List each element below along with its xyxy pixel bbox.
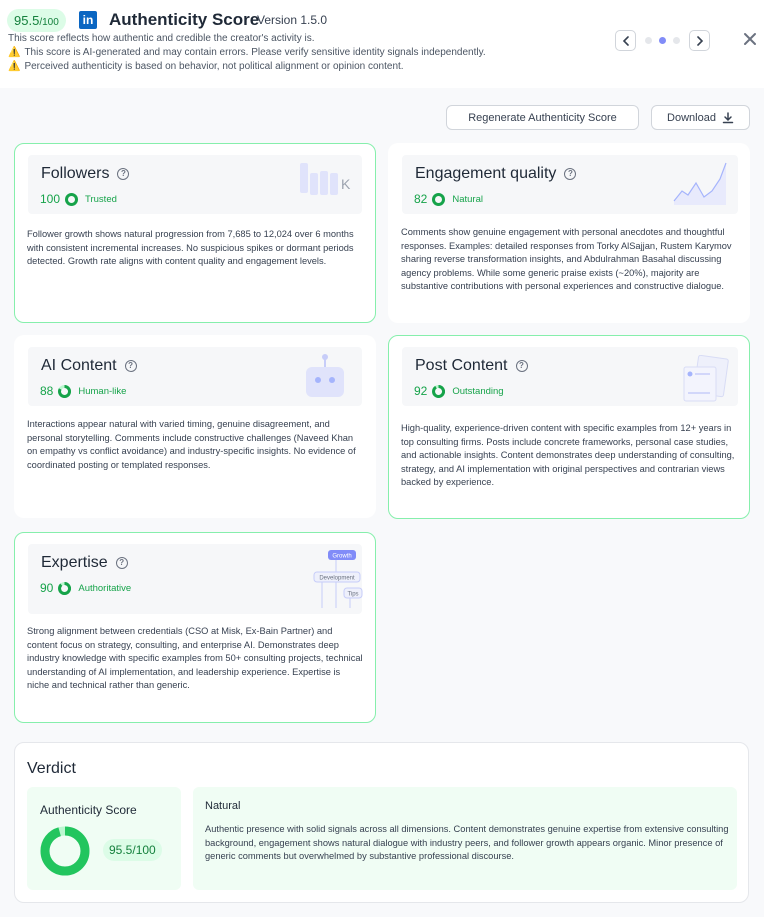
header: [0, 0, 764, 88]
page-title: Authenticity Score: [109, 10, 260, 29]
help-icon[interactable]: ?: [116, 557, 128, 569]
card-description: Strong alignment between credentials (CSO at Misk, Ex-Bain Partner) and content focus on strategy, consulting, and enterprise AI. Demonstrates deep industry knowledge with specific examples from 50+ consulting projects, technical understanding of AI implementation, and leadership experience. Expertise is niche and technical rather than generic.: [27, 626, 363, 691]
disclaimer-text: This score is AI-generated and may contain errors. Please verify sensitive identity signals independently.: [24, 47, 486, 58]
tips-tag-label: Tips: [347, 591, 359, 598]
header-score-max: /100: [39, 17, 59, 28]
header-score-value: 95.5: [14, 13, 40, 28]
followers-bars-illustration: [298, 161, 354, 201]
posts-illustration: [678, 355, 734, 407]
card-title: Followers ?: [41, 165, 129, 183]
score-value: 90: [40, 581, 54, 595]
disclaimer-line-2: [8, 61, 404, 72]
verdict-title: Verdict: [27, 760, 76, 777]
development-tag-label: Development: [319, 575, 355, 582]
card-header: [28, 347, 362, 406]
card-score: [40, 192, 117, 206]
score-ring-icon: [432, 385, 445, 398]
card-score: [40, 384, 126, 398]
card-title: Engagement quality ?: [415, 165, 576, 183]
card-header: [402, 155, 738, 214]
regenerate-button[interactable]: [446, 105, 639, 130]
score-label: Trusted: [85, 193, 117, 205]
verdict-section: [14, 742, 749, 903]
card-score: [40, 581, 131, 595]
card-score: [414, 192, 483, 206]
post-content-card: [388, 335, 750, 519]
previous-button[interactable]: [615, 30, 636, 51]
followers-card: [14, 143, 376, 323]
score-label: Natural: [452, 193, 483, 205]
engagement-chart-illustration: [672, 161, 728, 207]
linkedin-icon: in: [79, 11, 97, 29]
regenerate-label: Regenerate Authenticity Score: [468, 111, 617, 124]
authenticity-score-value: 95.5/100: [103, 839, 162, 861]
card-description: Follower growth shows natural progression from 7,685 to 12,024 over 6 months with consistent incremental increases. No suspicious spikes or dormant periods detected. Growth rate aligns with content quality and engagement levels.: [27, 229, 354, 267]
download-button[interactable]: [651, 105, 750, 130]
warning-icon: ⚠️: [8, 47, 21, 58]
score-label: Human-like: [78, 385, 127, 397]
help-icon[interactable]: ?: [117, 168, 129, 180]
score-ring-icon: [432, 193, 445, 206]
disclaimer-text-2: Perceived authenticity is based on behavior, not political alignment or opinion content.: [24, 61, 404, 72]
card-header: [28, 155, 362, 214]
download-label: Download: [667, 111, 716, 124]
robot-illustration: [300, 353, 350, 405]
card-score: [414, 384, 504, 398]
card-title: Post Content ?: [415, 357, 528, 375]
close-button[interactable]: [742, 31, 758, 47]
score-value: 92: [414, 384, 428, 398]
authenticity-score-box: [27, 787, 181, 890]
growth-tag-label: Growth: [332, 553, 352, 560]
score-ring-icon: [58, 385, 71, 398]
help-icon[interactable]: ?: [564, 168, 576, 180]
score-value: 100: [40, 192, 61, 206]
score-donut-icon: [40, 826, 90, 876]
verdict-category: Natural: [205, 800, 241, 812]
help-icon[interactable]: ?: [516, 360, 528, 372]
score-ring-icon: [65, 193, 78, 206]
card-header: [402, 347, 738, 406]
authenticity-score-label: Authenticity Score: [40, 803, 137, 817]
followers-illustration-letter: K: [341, 176, 351, 192]
chevron-right-icon: [696, 36, 704, 46]
card-title: AI Content ?: [41, 357, 137, 375]
verdict-summary: Authentic presence with solid signals across all dimensions. Content demonstrates genuine expertise from extensive consulting background, engagement shows natural dialogue with industry peers, and follower growth appears organic. Minor presence of generic comments but overwhelmed by substantive professional discourse.: [205, 824, 729, 862]
ai-content-card: [14, 335, 376, 518]
next-button[interactable]: [689, 30, 710, 51]
expertise-card: [14, 532, 376, 723]
help-icon[interactable]: ?: [125, 360, 137, 372]
score-value: 82: [414, 192, 428, 206]
score-value: 88: [40, 384, 54, 398]
download-icon: [722, 112, 734, 124]
disclaimer-line: [8, 47, 486, 58]
page-dot-3[interactable]: [673, 37, 680, 44]
card-description: Comments show genuine engagement with personal anecdotes and thoughtful responses. Examples: detailed responses from Torky AlSajjan, Rustem Karymov sharing reverse transformation insights, and Abdulrahman Basahal discussing agency problems. While some generic praise exists (~20%), majority are substantive contributions with personal experiences and constructive dialogue.: [401, 227, 732, 292]
description-line: This score reflects how authentic and credible the creator's activity is.: [8, 33, 315, 44]
warning-icon: ⚠️: [8, 61, 21, 72]
card-title: Expertise ?: [41, 554, 128, 572]
growth-tags-illustration: [300, 546, 364, 612]
header-score-badge: [7, 9, 66, 32]
card-description: Interactions appear natural with varied timing, genuine disagreement, and personal storytelling. Comments include constructive challenges (Naveed Khan on empathy vs conflict avoidance) and industry-specific insights. No evidence of coordinated posting or templated responses.: [27, 419, 356, 470]
page-dot-1[interactable]: [645, 37, 652, 44]
page-dot-2[interactable]: [659, 37, 666, 44]
score-ring-icon: [58, 582, 71, 595]
version-label: Version 1.5.0: [257, 13, 328, 27]
card-header: [28, 544, 362, 614]
chevron-left-icon: [622, 36, 630, 46]
verdict-summary-box: [193, 787, 737, 890]
score-label: Authoritative: [78, 582, 132, 594]
score-label: Outstanding: [452, 385, 504, 397]
close-icon: [742, 31, 758, 47]
card-description: High-quality, experience-driven content with specific examples from 12+ years in top consulting firms. Posts include concrete frameworks, personal case studies, and actionable insights. Content demonstrates deep understanding of consulting, strategy, and AI implementation with original perspectives and contrarian views backed by experience.: [401, 423, 735, 488]
engagement-card: [388, 143, 750, 323]
